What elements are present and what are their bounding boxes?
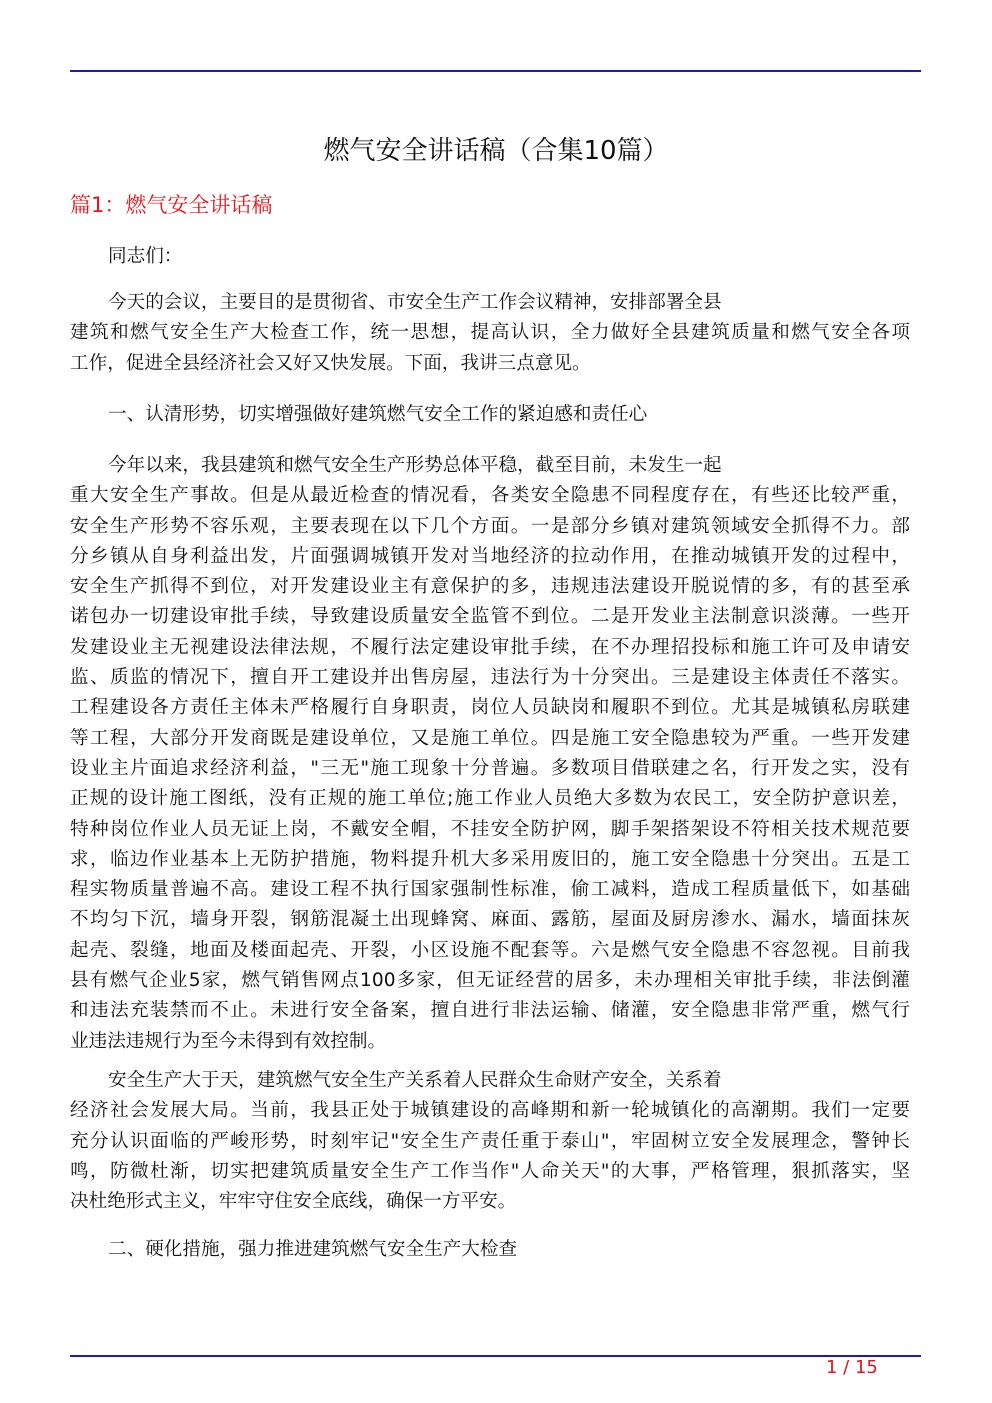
- text-line: 充分认识面临的严峻形势，时刻牢记"安全生产责任重于泰山"，牢固树立安全发展理念，警钟长: [70, 1130, 910, 1152]
- text-line: 重大安全生产事故。但是从最近检查的情况看，各类安全隐患不同程度存在，有些还比较严重，: [70, 485, 910, 507]
- subheading-text: 一、认清形势，切实增强做好建筑燃气安全工作的紧迫感和责任心: [108, 404, 648, 425]
- text-line: 经济社会发展大局。当前，我县正处于城镇建设的高峰期和新一轮城镇化的高潮期。我们一定要: [70, 1100, 910, 1122]
- text-line: 工程建设各方责任主体未严格履行自身职责，岗位人员缺岗和履职不到位。尤其是城镇私房联建: [70, 697, 910, 719]
- text-line: 正规的设计施工图纸，没有正规的施工单位;施工作业人员绝大多数为农民工，安全防护意识差，: [70, 788, 910, 810]
- text-line: 诺包办一切建设审批手续，导致建设质量安全监管不到位。二是开发业主法制意识淡薄。一些开: [70, 606, 910, 628]
- page-indicator: 1 / 15: [826, 1357, 878, 1378]
- text-line: 分乡镇从自身利益出发，片面强调城镇开发对当地经济的拉动作用，在推动城镇开发的过程中，: [70, 545, 910, 567]
- subheading-1: [70, 400, 910, 430]
- text-line: 安全生产大于天，建筑燃气安全生产关系着人民群众生命财产安全，关系着: [108, 1070, 722, 1091]
- text-line: 县有燃气企业5家，燃气销售网点100多家，但无证经营的居多，未办理相关审批手续，非法倒灌: [70, 970, 910, 992]
- text-line: 安全生产形势不容乐观，主要表现在以下几个方面。一是部分乡镇对建筑领域安全抓得不力。部: [70, 515, 910, 537]
- paragraph-situation: [70, 451, 910, 1057]
- text-line: 今天的会议，主要目的是贯彻省、市安全生产工作会议精神，安排部署全县: [108, 292, 722, 313]
- text-line: 等工程，大部分开发商既是建设单位，又是施工单位。四是施工安全隐患较为严重。一些开发建: [70, 727, 910, 749]
- text-line: 不均匀下沉，墙身开裂，钢筋混凝土出现蜂窝、麻面、露筋，屋面及厨房渗水、漏水，墙面抹灰: [70, 909, 910, 931]
- text-line: 业违法违规行为至今未得到有效控制。: [70, 1030, 387, 1052]
- text-line: 今年以来，我县建筑和燃气安全生产形势总体平稳，截至目前，未发生一起: [108, 455, 722, 476]
- text-line: 和违法充装禁而不止。未进行安全备案，擅自进行非法运输、储灌，安全隐患非常严重，燃气行: [70, 1000, 910, 1022]
- text-line: 鸣，防微杜渐，切实把建筑质量安全生产工作当作"人命关天"的大事，严格管理，狠抓落实，坚: [70, 1160, 910, 1182]
- paragraph-importance: [70, 1066, 910, 1217]
- text-line: 起壳、裂缝，地面及楼面起壳、开裂，小区设施不配套等。六是燃气安全隐患不容忽视。目前我: [70, 939, 910, 961]
- text-line: 建筑和燃气安全生产大检查工作，统一思想，提高认识，全力做好全县建筑质量和燃气安全各项: [70, 322, 910, 344]
- subheading-text: 二、硬化措施，强力推进建筑燃气安全生产大检查: [108, 1239, 518, 1260]
- text-line: 决杜绝形式主义，牢牢守住安全底线，确保一方平安。: [70, 1191, 517, 1213]
- text-line: 特种岗位作业人员无证上岗，不戴安全帽，不挂安全防护网，脚手架搭架设不符相关技术规范要: [70, 818, 910, 840]
- document-title: 燃气安全讲话稿（合集10篇）: [323, 136, 669, 166]
- salutation: [70, 242, 910, 272]
- subheading-2: [70, 1235, 910, 1265]
- text-line: 设业主片面追求经济利益，"三无"施工现象十分普遍。多数项目借联建之名，行开发之实，没有: [70, 757, 910, 779]
- text-line: 工作，促进全县经济社会又好又快发展。下面，我讲三点意见。: [70, 352, 591, 374]
- text-line: 求，临边作业基本上无防护措施，物料提升机大多采用废旧的，施工安全隐患十分突出。五是工: [70, 848, 910, 870]
- paragraph-intro: [70, 288, 910, 379]
- text-line: 监、质监的情况下，擅自开工建设并出售房屋，违法行为十分突出。三是建设主体责任不落实。: [70, 667, 910, 689]
- footer-rule: [70, 1355, 921, 1357]
- salutation-text: 同志们：: [108, 246, 183, 267]
- section-heading: 篇1：燃气安全讲话稿: [70, 193, 273, 217]
- text-line: 程实物质量普遍不高。建设工程不执行国家强制性标准，偷工减料，造成工程质量低下，如基础: [70, 879, 910, 901]
- text-line: 安全生产抓得不到位，对开发建设业主有意保护的多，违规违法建设开脱说情的多，有的甚至承: [70, 576, 910, 598]
- header-rule: [70, 70, 921, 72]
- text-line: 发建设业主无视建设法律法规，不履行法定建设审批手续，在不办理招投标和施工许可及申请安: [70, 636, 910, 658]
